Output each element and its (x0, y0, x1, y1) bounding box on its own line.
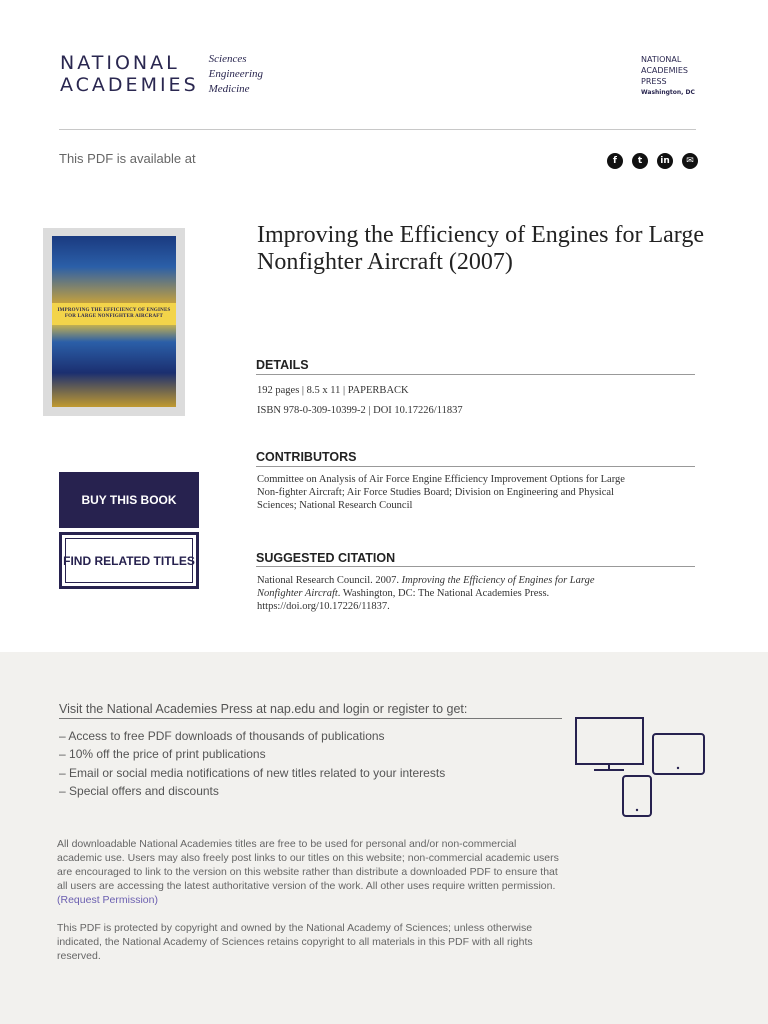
linkedin-icon[interactable]: in (657, 153, 673, 169)
book-cover-frame (43, 228, 185, 416)
list-item: – Special offers and discounts (59, 782, 445, 800)
list-item: – Email or social media notifications of new titles related to your interests (59, 764, 445, 782)
benefits-list (59, 727, 445, 800)
availability-text: This PDF is available at (59, 151, 196, 166)
contributors-divider (256, 466, 695, 467)
book-cover-image[interactable] (52, 236, 176, 407)
buy-this-book-button[interactable]: BUY THIS BOOK (59, 472, 199, 528)
email-icon[interactable]: ✉ (682, 153, 698, 169)
contributors-heading: CONTRIBUTORS (256, 450, 357, 464)
details-heading: DETAILS (256, 358, 309, 372)
logo-wordmark: NATIONAL ACADEMIES (60, 52, 199, 96)
find-related-titles-button[interactable]: FIND RELATED TITLES (59, 532, 199, 589)
contributors-text: Committee on Analysis of Air Force Engine Efficiency Improvement Options for Large Non-fighter Aircraft; Air Force Studies Board; Division on Engineering and Physical Sciences; National Research Council (257, 474, 625, 511)
citation-divider (256, 566, 695, 567)
request-permission-link[interactable]: (Request Permission) (57, 894, 158, 906)
twitter-icon[interactable]: t (632, 153, 648, 169)
header-divider (59, 129, 696, 130)
cover-title-band: IMPROVING THE EFFICIENCY OF ENGINES FOR LARGE NONFIGHTER AIRCRAFT (52, 303, 176, 325)
details-isbn-doi: ISBN 978-0-309-10399-2 | DOI 10.17226/11837 (257, 405, 463, 416)
list-item: – Access to free PDF downloads of thousands of publications (59, 727, 445, 745)
national-academies-logo[interactable] (60, 52, 263, 97)
list-item: – 10% off the price of print publications (59, 745, 445, 763)
citation-text: National Research Council. 2007. Improving the Efficiency of Engines for Large Nonfighter Aircraft. Washington, DC: The National Academies Press. https://doi.org/10.17226/11837. (257, 575, 595, 612)
details-divider (256, 374, 695, 375)
visit-divider (59, 718, 562, 719)
book-title: Improving the Efficiency of Engines for Large Nonfighter Aircraft (2007) (257, 222, 704, 275)
details-format: 192 pages | 8.5 x 11 | PAPERBACK (257, 385, 409, 396)
nap-press-logo[interactable]: NATIONAL ACADEMIES PRESS Washington, DC (641, 55, 695, 96)
copyright-notice: This PDF is protected by copyright and owned by the National Academy of Sciences; unless otherwise indicated, the National Academy of Sciences retains copyright to all materials in this PDF with all rights reserved. (57, 922, 533, 962)
facebook-icon[interactable]: f (607, 153, 623, 169)
citation-heading: SUGGESTED CITATION (256, 551, 396, 565)
visit-nap-text: Visit the National Academies Press at nap.edu and login or register to get: (59, 702, 468, 716)
social-share-bar (607, 153, 698, 169)
devices-icon (572, 714, 708, 820)
usage-notice: All downloadable National Academies titles are free to be used for personal and/or non-commercial academic use. Users may also freely post links to our titles on this website; non-commercial academic users are encouraged to link to the version on this website rather than distribute a downloaded PDF to ensure that all users are accessing the latest authoritative version of the work. All other uses require written permission. (Request Permission) (57, 838, 559, 906)
logo-tagline: Sciences Engineering Medicine (208, 53, 264, 95)
